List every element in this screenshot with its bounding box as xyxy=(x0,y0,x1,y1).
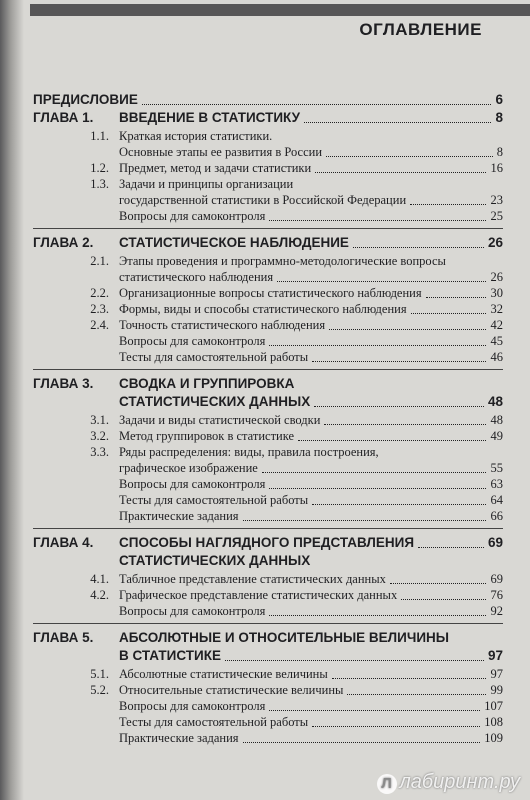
section-number: 2.1. xyxy=(90,254,109,268)
dot-leader xyxy=(329,329,486,330)
book-spine-shadow xyxy=(0,0,24,800)
page-number: 76 xyxy=(490,588,503,602)
toc-item-row xyxy=(33,176,503,192)
section-title: статистического наблюдения xyxy=(119,270,274,284)
section-number: 2.4. xyxy=(90,318,109,332)
chapter-title: В СТАТИСТИКЕ xyxy=(119,648,221,663)
toc-item-row xyxy=(33,253,503,269)
toc-item-row xyxy=(33,285,503,301)
chapter-divider xyxy=(33,369,503,370)
section-title: Вопросы для самоконтроля xyxy=(119,604,266,618)
toc-item-row xyxy=(33,160,503,176)
toc-chapter-row xyxy=(33,630,503,648)
page-number: 26 xyxy=(487,235,503,250)
toc-item-row xyxy=(33,444,503,460)
toc-item-row xyxy=(33,269,503,285)
dot-leader xyxy=(411,313,486,314)
section-title: Табличное представление статистических данных xyxy=(119,572,386,586)
page-number: 92 xyxy=(490,604,503,618)
toc-item-row xyxy=(33,698,503,714)
toc-item-row xyxy=(33,428,503,444)
chapter-title: СВОДКА И ГРУППИРОВКА xyxy=(119,376,295,391)
page-number: 55 xyxy=(490,461,503,475)
section-number: 4.1. xyxy=(90,572,109,586)
section-title: Задачи и виды статистической сводки xyxy=(119,413,321,427)
page-number: 32 xyxy=(490,302,503,316)
dot-leader xyxy=(142,104,491,105)
dot-leader xyxy=(418,547,484,548)
section-title: Ряды распределения: виды, правила построения, xyxy=(119,445,379,459)
section-title: Относительные статистические величины xyxy=(119,683,344,697)
section-title: Вопросы для самоконтроля xyxy=(119,477,266,491)
chapter-label: ГЛАВА 2. xyxy=(33,235,94,250)
toc-item-row xyxy=(33,714,503,730)
section-number: 1.2. xyxy=(90,161,109,175)
chapter-title: СТАТИСТИЧЕСКИХ ДАННЫХ xyxy=(119,394,311,409)
dot-leader xyxy=(326,156,493,157)
dot-leader xyxy=(225,660,484,661)
toc-chapter-row xyxy=(33,235,503,253)
page-number: 45 xyxy=(490,334,503,348)
table-of-contents xyxy=(33,92,503,746)
dot-leader xyxy=(243,520,486,521)
toc-item-row xyxy=(33,349,503,365)
section-title: Этапы проведения и программно-методологические вопросы xyxy=(119,254,446,268)
section-title: Предмет, метод и задачи статистики xyxy=(119,161,312,175)
toc-item-row xyxy=(33,317,503,333)
toc-chapter-row xyxy=(33,110,503,128)
dot-leader xyxy=(410,204,486,205)
dot-leader xyxy=(277,281,486,282)
dot-leader xyxy=(315,172,486,173)
section-title: Вопросы для самоконтроля xyxy=(119,209,266,223)
chapter-divider xyxy=(33,228,503,229)
section-number: 3.2. xyxy=(90,429,109,443)
page-number: 109 xyxy=(484,731,503,745)
section-number: 5.2. xyxy=(90,683,109,697)
toc-item-row xyxy=(33,128,503,144)
section-title: Краткая история статистики. xyxy=(119,129,273,143)
section-title: Практические задания xyxy=(119,731,239,745)
section-title: Практические задания xyxy=(119,509,239,523)
toc-item-row xyxy=(33,603,503,619)
section-title: Тесты для самостоятельной работы xyxy=(119,350,309,364)
toc-item-row xyxy=(33,333,503,349)
section-title: Метод группировок в статистике xyxy=(119,429,295,443)
toc-chapter-row xyxy=(33,92,503,110)
toc-chapter-row xyxy=(33,376,503,394)
section-number: 1.1. xyxy=(90,129,109,143)
page-number: 107 xyxy=(484,699,503,713)
page-number: 97 xyxy=(487,648,503,663)
section-title: Формы, виды и способы статистического наблюдения xyxy=(119,302,407,316)
section-number: 4.2. xyxy=(90,588,109,602)
toc-chapter-row xyxy=(33,394,503,412)
section-title: Вопросы для самоконтроля xyxy=(119,699,266,713)
page-number: 30 xyxy=(490,286,503,300)
toc-chapter-row xyxy=(33,535,503,553)
page-number: 8 xyxy=(495,110,503,125)
dot-leader xyxy=(347,694,486,695)
toc-item-row xyxy=(33,492,503,508)
page-number: 49 xyxy=(490,429,503,443)
toc-chapter-row xyxy=(33,648,503,666)
chapter-label: ПРЕДИСЛОВИЕ xyxy=(33,92,138,107)
dot-leader xyxy=(426,297,486,298)
section-number: 3.3. xyxy=(90,445,109,459)
section-title: Абсолютные статистические величины xyxy=(119,667,328,681)
dot-leader xyxy=(401,599,486,600)
toc-item-row xyxy=(33,412,503,428)
dot-leader xyxy=(324,424,486,425)
page-number: 42 xyxy=(490,318,503,332)
dot-leader xyxy=(390,583,486,584)
watermark xyxy=(377,771,520,794)
section-title: Точность статистического наблюдения xyxy=(119,318,326,332)
page-number: 6 xyxy=(495,92,503,107)
toc-item-row xyxy=(33,476,503,492)
chapter-divider xyxy=(33,528,503,529)
dot-leader xyxy=(262,472,486,473)
dot-leader xyxy=(332,678,486,679)
chapter-title: АБСОЛЮТНЫЕ И ОТНОСИТЕЛЬНЫЕ ВЕЛИЧИНЫ xyxy=(119,630,450,645)
section-title: Организационные вопросы статистического наблюдения xyxy=(119,286,422,300)
dot-leader xyxy=(304,122,491,123)
toc-item-row xyxy=(33,301,503,317)
dot-leader xyxy=(312,504,486,505)
dot-leader xyxy=(353,247,484,248)
chapter-label: ГЛАВА 5. xyxy=(33,630,94,645)
chapter-title: СПОСОБЫ НАГЛЯДНОГО ПРЕДСТАВЛЕНИЯ xyxy=(119,535,415,550)
section-number: 2.3. xyxy=(90,302,109,316)
page-number: 69 xyxy=(490,572,503,586)
page-number: 64 xyxy=(490,493,503,507)
section-number: 5.1. xyxy=(90,667,109,681)
section-title: Основные этапы ее развития в России xyxy=(119,145,323,159)
chapter-divider xyxy=(33,623,503,624)
dot-leader xyxy=(298,440,486,441)
page-number: 48 xyxy=(487,394,503,409)
section-title: Тесты для самостоятельной работы xyxy=(119,493,309,507)
toc-item-row xyxy=(33,666,503,682)
dot-leader xyxy=(312,726,480,727)
page-number: 99 xyxy=(490,683,503,697)
section-number: 3.1. xyxy=(90,413,109,427)
toc-item-row xyxy=(33,682,503,698)
page-number: 46 xyxy=(490,350,503,364)
page-number: 23 xyxy=(490,193,503,207)
section-title: Графическое представление статистических данных xyxy=(119,588,398,602)
toc-item-row xyxy=(33,144,503,160)
page-number: 97 xyxy=(490,667,503,681)
section-title: графическое изображение xyxy=(119,461,258,475)
dot-leader xyxy=(269,710,480,711)
chapter-title: СТАТИСТИЧЕСКИХ ДАННЫХ xyxy=(119,553,311,568)
page-number: 48 xyxy=(490,413,503,427)
toc-chapter-row xyxy=(33,553,503,571)
page-number: 16 xyxy=(490,161,503,175)
watermark-text: лабиринт.ру xyxy=(399,771,520,793)
chapter-title: СТАТИСТИЧЕСКОЕ НАБЛЮДЕНИЕ xyxy=(119,235,349,250)
section-title: Задачи и принципы организации xyxy=(119,177,294,191)
page-number: 25 xyxy=(490,209,503,223)
page-number: 66 xyxy=(490,509,503,523)
page-number: 63 xyxy=(490,477,503,491)
dot-leader xyxy=(269,615,486,616)
section-title: Тесты для самостоятельной работы xyxy=(119,715,309,729)
dot-leader xyxy=(269,345,486,346)
toc-item-row xyxy=(33,587,503,603)
dot-leader xyxy=(269,488,486,489)
chapter-label: ГЛАВА 4. xyxy=(33,535,94,550)
page-number: 108 xyxy=(484,715,503,729)
dot-leader xyxy=(269,220,486,221)
chapter-label: ГЛАВА 3. xyxy=(33,376,94,391)
chapter-label: ГЛАВА 1. xyxy=(33,110,94,125)
page-title: ОГЛАВЛЕНИЕ xyxy=(359,20,482,39)
dot-leader xyxy=(312,361,486,362)
dot-leader xyxy=(243,742,480,743)
page-number: 26 xyxy=(490,270,503,284)
section-number: 1.3. xyxy=(90,177,109,191)
page-number: 69 xyxy=(487,535,503,550)
toc-item-row xyxy=(33,508,503,524)
section-title: государственной статистики в Российской Федерации xyxy=(119,193,407,207)
toc-item-row xyxy=(33,208,503,224)
section-title: Вопросы для самоконтроля xyxy=(119,334,266,348)
toc-item-row xyxy=(33,571,503,587)
header-bar xyxy=(30,4,530,16)
chapter-title: ВВЕДЕНИЕ В СТАТИСТИКУ xyxy=(119,110,301,125)
toc-item-row xyxy=(33,192,503,208)
labirint-logo-icon: Л xyxy=(377,774,397,794)
page-number: 8 xyxy=(496,145,503,159)
toc-item-row xyxy=(33,730,503,746)
dot-leader xyxy=(314,406,484,407)
toc-item-row xyxy=(33,460,503,476)
section-number: 2.2. xyxy=(90,286,109,300)
